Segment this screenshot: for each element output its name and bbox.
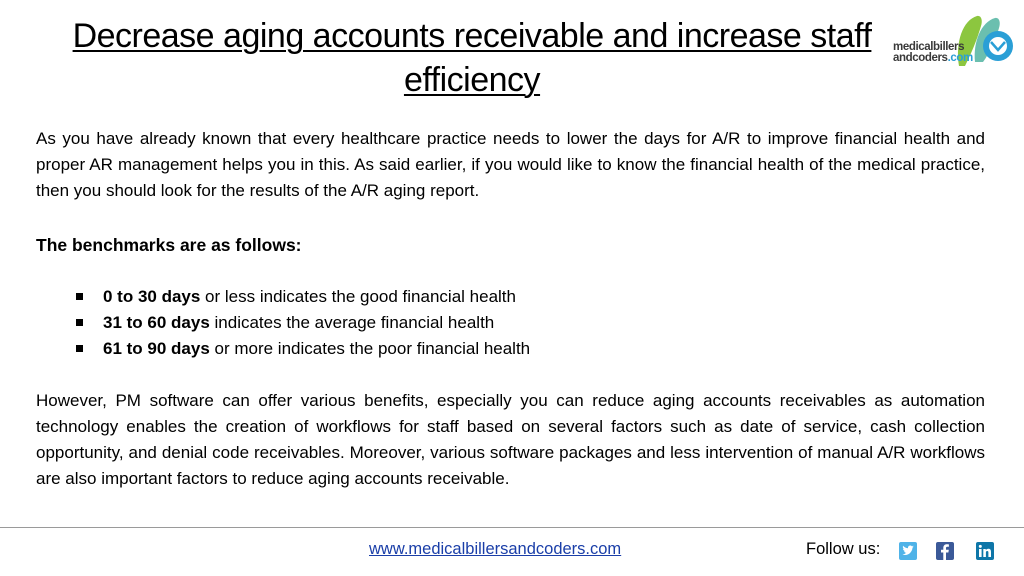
logo-text-line1: medicalbillers — [893, 41, 965, 53]
benchmark-description: indicates the average financial health — [209, 313, 495, 332]
page-title: Decrease aging accounts receivable and increase staff efficiency — [72, 17, 872, 99]
benchmarks-list — [36, 284, 985, 362]
closing-paragraph: However, PM software can offer various benefits, especially you can reduce aging accounts receivables as automation technology enables the creation of workflows for staff based on several factors such as date of service, cash collection opportunity, and denial code receivables. Moreover, various software packages and less intervention of manual A/R workflows are also important factors to reduce aging accounts receivable. — [36, 391, 985, 488]
list-item — [76, 284, 985, 310]
square-bullet-icon — [76, 319, 83, 326]
body-content — [36, 126, 985, 492]
benchmark-range: 61 to 90 days — [103, 339, 210, 358]
list-item — [76, 310, 985, 336]
intro-paragraph: As you have already known that every healthcare practice needs to lower the days for A/R to improve financial health and proper AR management helps you in this. As said earlier, if you would like to know the financial health of the medical practice, then you should look for the results of the A/R aging report. — [36, 129, 985, 200]
twitter-icon[interactable] — [899, 542, 917, 560]
list-item — [76, 336, 985, 362]
square-bullet-icon — [76, 345, 83, 352]
benchmark-description: or more indicates the poor financial health — [209, 339, 531, 358]
logo-text-line2 — [893, 53, 973, 64]
benchmark-range: 0 to 30 days — [103, 287, 201, 306]
facebook-icon[interactable] — [936, 542, 954, 560]
logo-text — [893, 42, 973, 64]
logo-text-suffix: .com — [947, 52, 973, 64]
footer-divider — [0, 527, 1024, 528]
logo-text-line2-main: andcoders — [893, 52, 948, 64]
benchmark-description: or less indicates the good financial health — [200, 287, 516, 306]
company-logo[interactable] — [893, 12, 1015, 70]
square-bullet-icon — [76, 293, 83, 300]
benchmark-range: 31 to 60 days — [103, 313, 210, 332]
linkedin-icon[interactable] — [976, 542, 994, 560]
website-link[interactable]: www.medicalbillersandcoders.com — [369, 540, 622, 558]
follow-us-label: Follow us: — [806, 540, 881, 558]
benchmarks-heading: The benchmarks are as follows: — [36, 235, 302, 255]
